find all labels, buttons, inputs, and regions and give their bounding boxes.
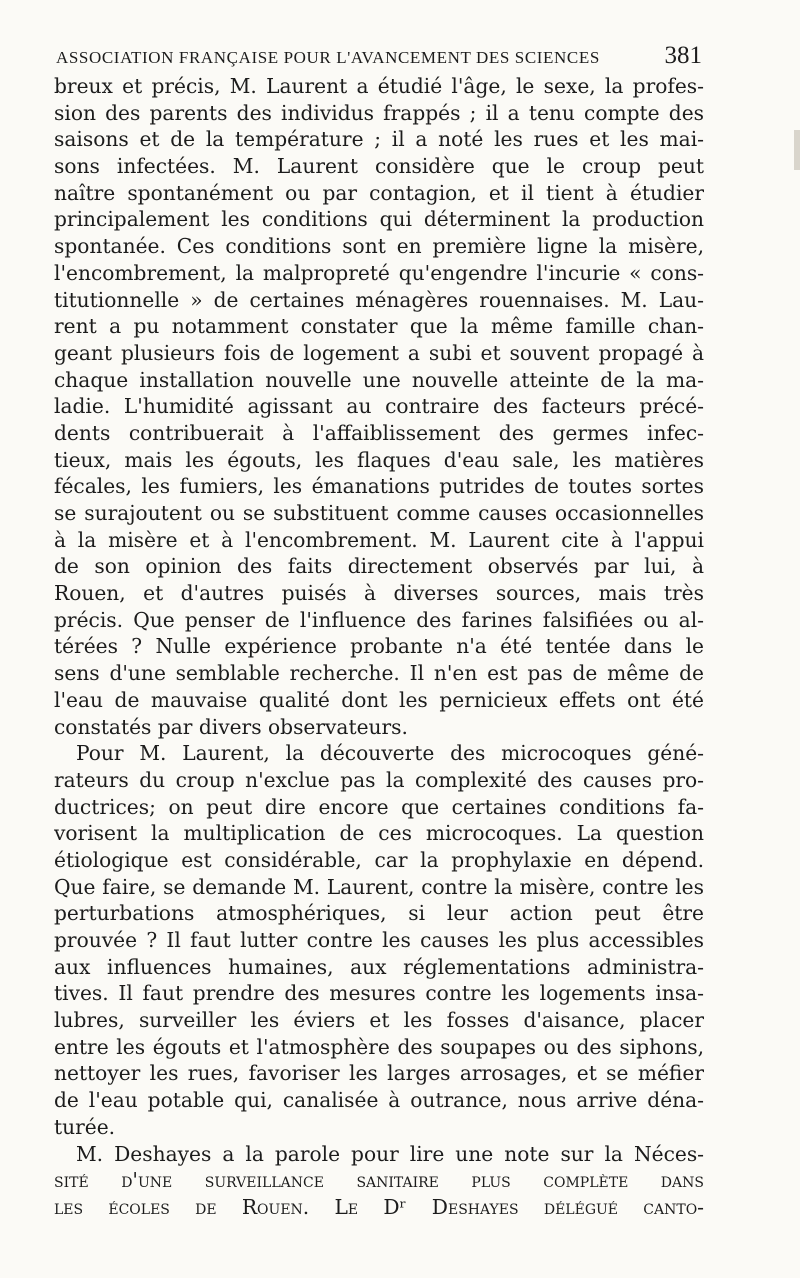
page-header — [56, 42, 702, 72]
text-line: principalement les conditions qui déterminent la production — [54, 207, 704, 232]
text-line: prouvée ? Il faut lutter contre les causes les plus accessibles — [54, 928, 704, 952]
text-line: titutionnelle » de certaines ménagères rouennaises. M. Lau- — [54, 287, 704, 312]
paragraph-start-line: M. Deshayes a la parole pour lire une note sur la Néces- — [76, 1141, 704, 1166]
text-line: lubres, surveiller les éviers et les fosses d'aisance, placer — [54, 1008, 704, 1033]
text-line: chaque installation nouvelle une nouvelle atteinte de la ma- — [54, 367, 704, 392]
text-line: vorisent la multiplication de ces microcoques. La question — [54, 821, 704, 846]
text-line: sion des parents des individus frappés ; il a tenu compte des — [54, 100, 704, 125]
text-line: aux influences humaines, aux réglementations administra- — [54, 954, 704, 979]
text-line: ductrices; on peut dire encore que certaines conditions fa- — [54, 794, 704, 819]
running-head: ASSOCIATION FRANÇAISE POUR L'AVANCEMENT DES SCIENCES — [56, 48, 600, 67]
small-caps-title-line: les écoles de Rouen. Le Dʳ Deshayes délégué canto- — [54, 1194, 704, 1219]
text-line: étiologique est considérable, car la prophylaxie en dépend. — [54, 847, 704, 872]
text-line: saisons et de la température ; il a noté les rues et les mai- — [54, 127, 704, 152]
text-line: dents contribuerait à l'affaiblissement des germes infec- — [54, 420, 704, 445]
text-line: rent a pu notamment constater que la même famille chan- — [54, 314, 704, 339]
text-line: geant plusieurs fois de logement a subi et souvent propagé à — [54, 340, 704, 365]
page-number: 381 — [664, 42, 702, 69]
text-line: ladie. L'humidité agissant au contraire des facteurs précé- — [54, 394, 704, 419]
text-line: à la misère et à l'encombrement. M. Laurent cite à l'appui — [54, 527, 704, 552]
text-line: spontanée. Ces conditions sont en première ligne la misère, — [54, 234, 704, 259]
text-line: sens d'une semblable recherche. Il n'en est pas de même de — [54, 661, 704, 686]
text-line: précis. Que penser de l'influence des farines falsifiées ou al- — [54, 607, 704, 632]
paragraph-start-line: Pour M. Laurent, la découverte des microcoques géné- — [76, 741, 704, 766]
text-line: rateurs du croup n'exclue pas la complexité des causes pro- — [54, 767, 704, 792]
text-line: l'encombrement, la malpropreté qu'engendre l'incurie « cons- — [54, 260, 704, 285]
text-line: naître spontanément ou par contagion, et il tient à étudier — [54, 180, 704, 205]
page-edge-shadow — [794, 130, 800, 170]
body-text — [54, 73, 704, 1221]
text-line: fécales, les fumiers, les émanations putrides de toutes sortes — [54, 474, 704, 499]
text-line: nettoyer les rues, favoriser les larges arrosages, et se méfier — [54, 1061, 704, 1086]
text-line: tives. Il faut prendre des mesures contre les logements insa- — [54, 981, 704, 1006]
paragraph-end-line: constatés par divers observateurs. — [54, 714, 408, 739]
text-line: de son opinion des faits directement observés par lui, à — [54, 554, 704, 579]
text-line: sons infectées. M. Laurent considère que le croup peut — [54, 154, 704, 179]
paragraph-end-line: turée. — [54, 1114, 116, 1139]
text-line: l'eau de mauvaise qualité dont les pernicieux effets ont été — [54, 687, 704, 712]
small-caps-title-line: sité d'une surveillance sanitaire plus complète dans — [54, 1168, 704, 1193]
text-line: breux et précis, M. Laurent a étudié l'âge, le sexe, la profes- — [54, 74, 704, 98]
text-line: entre les égouts et l'atmosphère des soupapes ou des siphons, — [54, 1034, 704, 1059]
text-line: Rouen, et d'autres puisés à diverses sources, mais très — [54, 581, 704, 606]
text-line: de l'eau potable qui, canalisée à outrance, nous arrive déna- — [54, 1088, 704, 1113]
text-line: perturbations atmosphériques, si leur action peut être — [54, 901, 704, 926]
text-line: se surajoutent ou se substituent comme causes occasionnelles — [54, 501, 704, 525]
text-line: tieux, mais les égouts, les flaques d'eau sale, les matières — [54, 447, 704, 472]
text-line: Que faire, se demande M. Laurent, contre la misère, contre les — [54, 874, 704, 899]
text-line: térées ? Nulle expérience probante n'a été tentée dans le — [54, 634, 704, 659]
